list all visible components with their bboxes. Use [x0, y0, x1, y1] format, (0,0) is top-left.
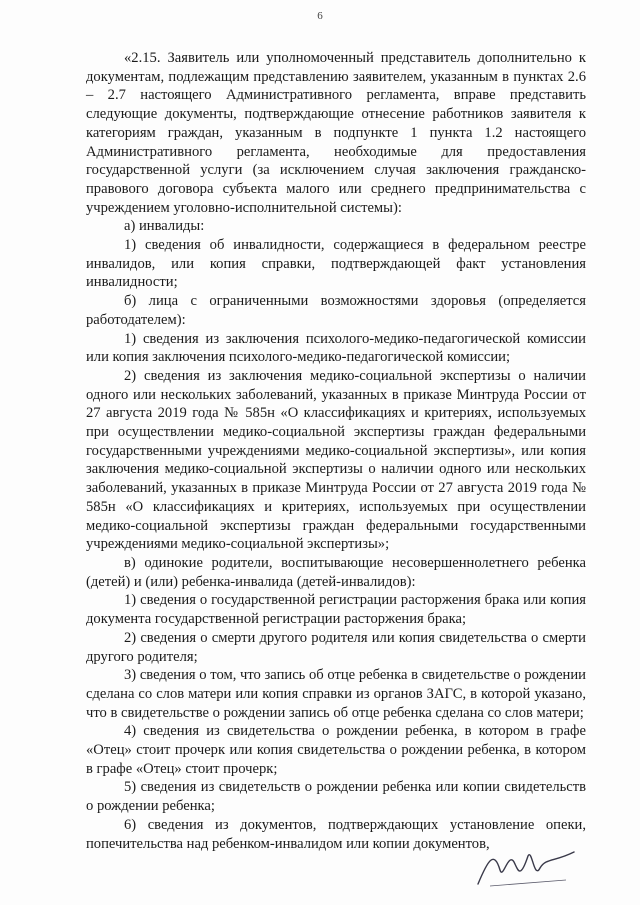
- paragraph-v-heading: в) одинокие родители, воспитывающие несовершеннолетнего ребенка (детей) и (или) ребенка-инвалида (детей-инвалидов):: [86, 554, 586, 590]
- paragraph-v-3: 3) сведения о том, что запись об отце ребенка в свидетельстве о рождении сделана со слов матери или копия справки из органов ЗАГС, в которой указано, что в свидетельстве о рождении запись об отце ребенка сделана со слов матери;: [86, 667, 586, 721]
- paragraph-v-2: 2) сведения о смерти другого родителя или копия свидетельства о смерти другого родителя;: [86, 629, 586, 665]
- handwritten-signature: [470, 840, 580, 895]
- paragraph-2-15: «2.15. Заявитель или уполномоченный представитель дополнительно к документам, подлежащим представлению заявителем, указанным в пунктах 2.6 – 2.7 настоящего Административного регламента, вправе представить следующие документы, подтверждающие отнесение работников заявителя к категориям граждан, указанным в подпункте 1 пункта 1.2 настоящего Административного регламента, необходимые для предоставления государственной услуги (за исключением случая заключения гражданско-правового договора субъекта малого или среднего предпринимательства с учреждением уголовно-исполнительной системы):: [86, 50, 586, 216]
- document-body: [86, 49, 586, 853]
- page-number: 6: [317, 10, 323, 22]
- paragraph-a-1: 1) сведения об инвалидности, содержащиеся в федеральном реестре инвалидов, или копия справки, подтверждающей факт установления инвалидности;: [86, 237, 586, 291]
- paragraph-v-1: 1) сведения о государственной регистрации расторжения брака или копия документа государственной регистрации расторжения брака;: [86, 592, 586, 628]
- paragraph-v-6: 6) сведения из документов, подтверждающих установление опеки, попечительства над ребенком-инвалидом или копии документов,: [86, 816, 586, 852]
- paragraph-b-2: 2) сведения из заключения медико-социальной экспертизы о наличии одного или нескольких заболеваний, указанных в приказе Минтруда России от 27 августа 2019 года № 585н «О классификациях и критериях, используемых при осуществлении медико-социальной экспертизы граждан федеральными государственными учреждениями медико-социальной экспертизы», или копия заключения медико-социальной экспертизы о наличии одного или нескольких заболеваний, указанных в приказе Минтруда России от 27 августа 2019 года № 585н «О классификациях и критериях, используемых при осуществлении медико-социальной экспертизы граждан федеральными государственными учреждениями медико-социальной экспертизы»;: [86, 367, 586, 553]
- paragraph-v-4: 4) сведения из свидетельства о рождении ребенка, в котором в графе «Отец» стоит прочерк или копия свидетельства о рождении ребенка, в котором в графе «Отец» стоит прочерк;: [86, 723, 586, 777]
- paragraph-a-heading: а) инвалиды:: [124, 218, 205, 235]
- paragraph-b-heading: б) лица с ограниченными возможностями здоровья (определяется работодателем):: [86, 293, 586, 328]
- paragraph-b-1: 1) сведения из заключения психолого-медико-педагогической комиссии или копия заключения психолого-медико-педагогической комиссии;: [86, 330, 586, 366]
- paragraph-v-5: 5) сведения из свидетельств о рождении ребенка или копии свидетельств о рождении ребенка;: [86, 779, 586, 815]
